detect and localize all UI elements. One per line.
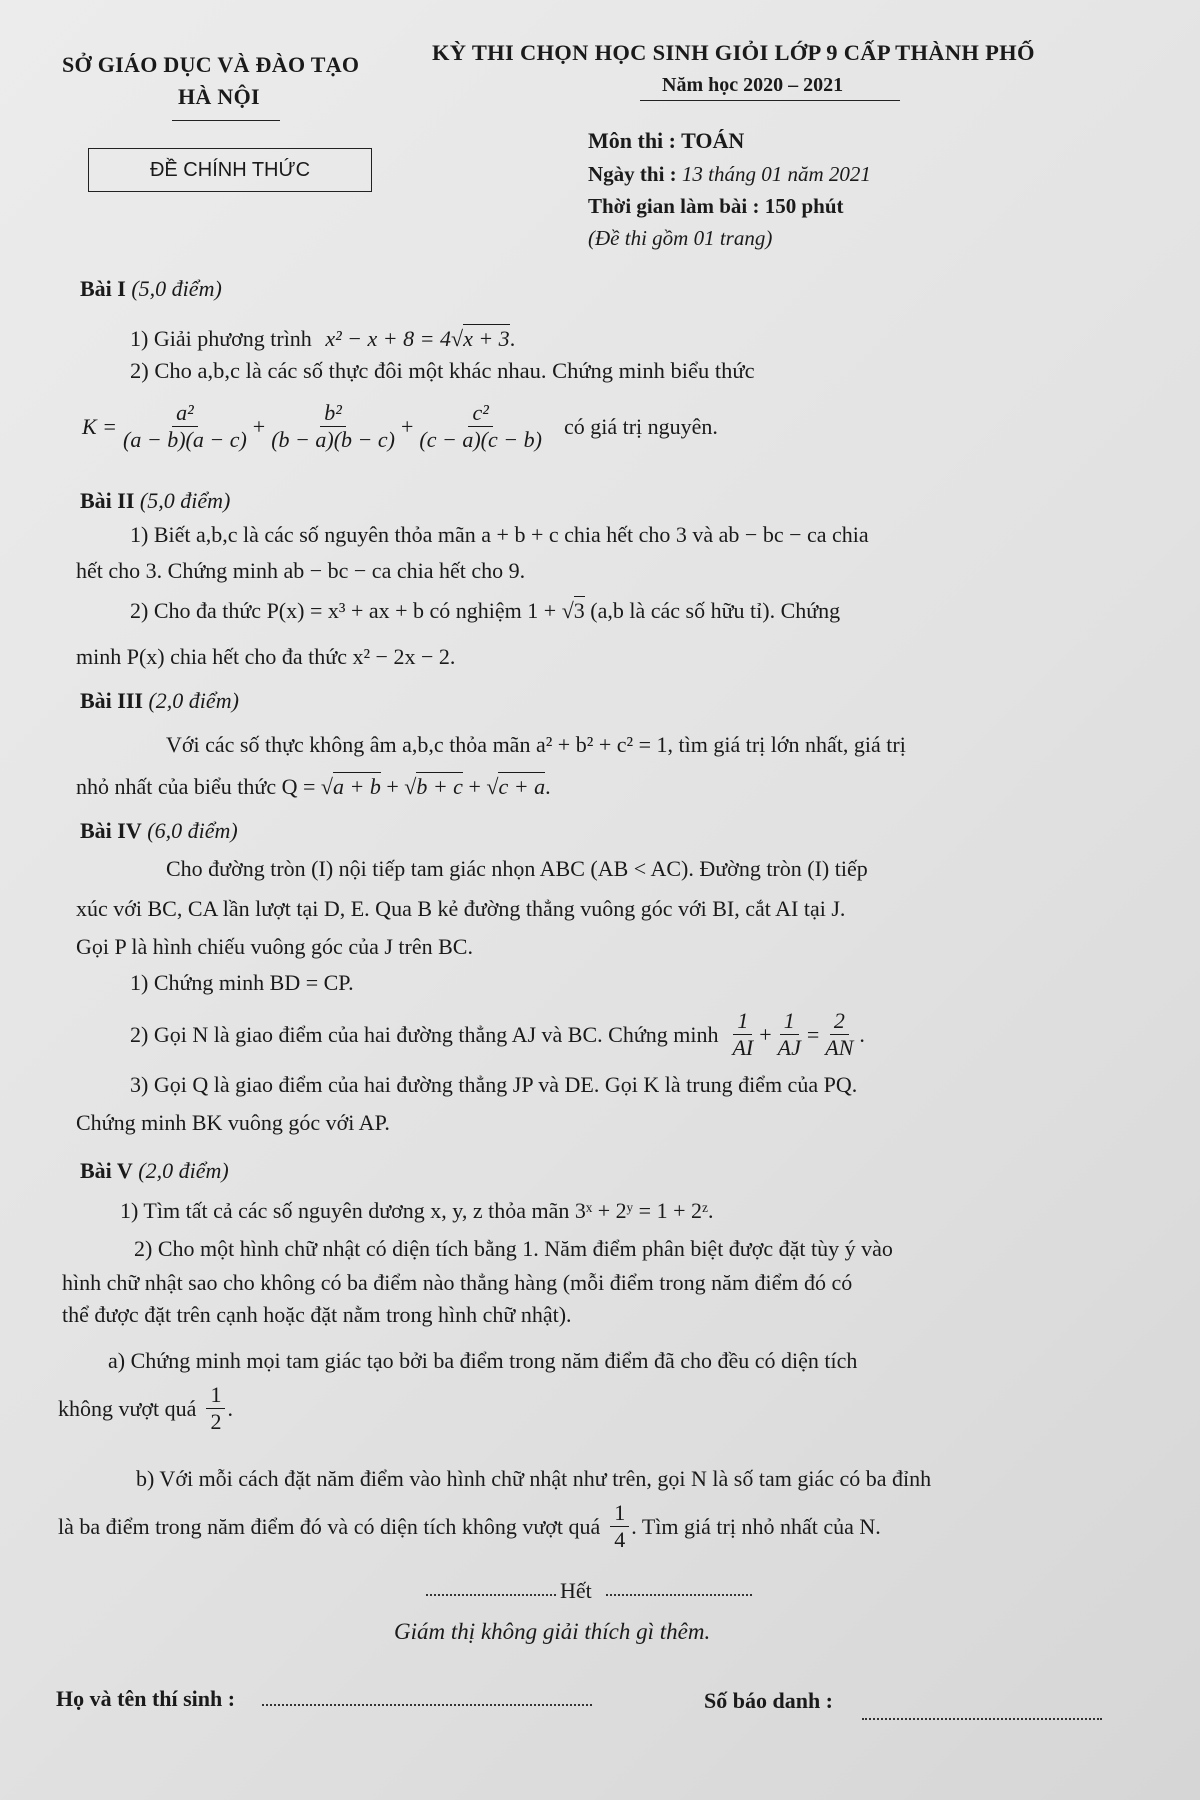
bai3-end: .	[545, 774, 551, 799]
bai3-plus-1: +	[380, 774, 405, 799]
K-fraction-2	[267, 402, 399, 451]
end-dash-right	[606, 1594, 752, 1596]
bai5-qb-text-a: là ba điểm trong năm điểm đó và có diện tích không vượt quá	[58, 1513, 601, 1539]
frac-AN-den: AN	[825, 1035, 854, 1060]
frac-AI-num: 1	[733, 1010, 752, 1035]
bai4-line2: xúc với BC, CA lần lượt tại D, E. Qua B kẻ đường thẳng vuông góc với BI, cắt AI tại J.	[76, 896, 846, 921]
candidate-name-label: Họ và tên thí sinh :	[56, 1686, 236, 1711]
K-fraction-1	[119, 402, 251, 451]
bai2-title: Bài II	[80, 488, 135, 513]
bai2-q2-text-a: 2) Cho đa thức P(x) = x³ + ax + b có nghiệm 1 +	[130, 598, 562, 623]
K-tail: có giá trị nguyên.	[563, 413, 718, 439]
bai3-points: (2,0 điểm)	[148, 688, 239, 713]
K-label: K =	[82, 413, 118, 439]
bai5-qb-line1: b) Với mỗi cách đặt năm điểm vào hình chữ nhật như trên, gọi N là số tam giác có ba đỉnh	[136, 1466, 932, 1491]
bai2-q1-line2: hết cho 3. Chứng minh ab − bc − ca chia hết cho 9.	[76, 558, 526, 583]
city-name: HÀ NỘI	[178, 84, 260, 109]
bai3-title: Bài III	[80, 688, 143, 713]
bai2-heading	[80, 490, 230, 512]
bai4-q2: 2) Gọi N là giao điểm của hai đường thẳng AJ và BC. Chứng minh $\frac{1}{AI}$ + $\frac{1}{AJ}$ = $\frac{2}{AN}$ .	[130, 1008, 865, 1060]
bai3-heading	[80, 690, 239, 712]
bai1-points: (5,0 điểm)	[131, 276, 222, 301]
bai5-qa-line1: a) Chứng minh mọi tam giác tạo bởi ba điểm trong năm điểm đã cho đều có diện tích	[108, 1348, 858, 1373]
bai4-frac-AJ	[774, 1010, 805, 1059]
frac2-den: (b − a)(b − c)	[271, 427, 395, 452]
bai3-sqrt-1: a + b	[332, 774, 381, 799]
bai4-frac-AN	[821, 1010, 857, 1059]
bai4-q1: 1) Chứng minh BD = CP.	[130, 970, 354, 995]
bai2-q2-line1: 2) Cho đa thức P(x) = x³ + ax + b có nghiệm 1 + √3 (a,b là các số hữu tỉ). Chứng	[130, 598, 841, 623]
bai3-line2: nhỏ nhất của biểu thức Q = √a + b + √b + c + √c + a.	[76, 774, 551, 799]
bai1-q1-equation: x² − x + 8 = 4	[325, 326, 451, 351]
frac-AN-num: 2	[830, 1010, 849, 1035]
bai2-points: (5,0 điểm)	[139, 488, 231, 513]
frac1-num: a²	[172, 402, 198, 427]
frac-AJ-num: 1	[780, 1010, 799, 1035]
bai4-line1: Cho đường tròn (I) nội tiếp tam giác nhọn ABC (AB < AC). Đường tròn (I) tiếp	[166, 856, 868, 881]
K-fraction-3	[415, 402, 546, 451]
subject: Môn thi : TOÁN	[588, 128, 745, 153]
bai4-q2-text: 2) Gọi N là giao điểm của hai đường thẳng AJ và BC. Chứng minh	[130, 1021, 719, 1047]
bai1-expression-K: K = $\frac{\text{a²}}{(a - b)(a - c)}$ + $\frac{\text{b²}}{(b - a)(b - c)}$ + $\frac{\text{c²}}{(c - a)(c - b)}$ có giá trị nguyên.	[82, 400, 718, 452]
official-exam-label: ĐỀ CHÍNH THỨC	[149, 158, 311, 181]
bai1-q1-sqrt: x + 3	[463, 326, 510, 351]
bai3-sqrt-3: c + a	[498, 774, 546, 799]
bai5-qa-line2: không vượt quá $\frac{1}{2}$ .	[58, 1382, 233, 1434]
bai4-frac-AI	[728, 1010, 757, 1059]
bai1-q2: 2) Cho a,b,c là các số thực đôi một khác nhau. Chứng minh biểu thức	[130, 358, 755, 383]
frac3-num: c²	[468, 402, 492, 427]
frac3-den: (c − a)(c − b)	[419, 427, 542, 452]
bai4-q3-line2: Chứng minh BK vuông góc với AP.	[76, 1110, 390, 1135]
bai1-heading	[80, 278, 222, 300]
bai2-q2-text-b: (a,b là các số hữu tỉ). Chứng	[584, 598, 841, 623]
bai5-q2-line2: hình chữ nhật sao cho không có ba điểm nào thẳng hàng (mỗi điểm trong năm điểm đó có	[62, 1270, 853, 1295]
bai1-q1: 1) Giải phương trình x² − x + 8 = 4√x + 3.	[130, 326, 516, 351]
bai5-q1: 1) Tìm tất cả các số nguyên dương x, y, z thỏa mãn 3ˣ + 2ʸ = 1 + 2ᶻ.	[120, 1198, 714, 1223]
quarter-den: 4	[614, 1527, 626, 1552]
frac-AI-den: AI	[732, 1035, 754, 1060]
bai4-line3: Gọi P là hình chiếu vuông góc của J trên BC.	[76, 934, 473, 959]
exam-duration: Thời gian làm bài : 150 phút	[588, 194, 844, 218]
end-mark: Hết	[560, 1578, 592, 1603]
frac-one-quarter	[610, 1502, 629, 1551]
bai2-q2-sqrt: 3	[573, 598, 585, 623]
city-underline	[172, 120, 280, 121]
school-year-underline	[640, 100, 900, 101]
proctor-note: Giám thị không giải thích gì thêm.	[394, 1619, 711, 1644]
bai5-qb-text-b: . Tìm giá trị nhỏ nhất của N.	[631, 1513, 881, 1539]
bai5-qa-text: không vượt quá	[58, 1395, 197, 1421]
half-num: 1	[206, 1384, 225, 1409]
end-dash-left	[426, 1594, 556, 1596]
frac-one-half	[206, 1384, 225, 1433]
frac2-num: b²	[320, 402, 346, 427]
bai4-q3-line1: 3) Gọi Q là giao điểm của hai đường thẳng JP và DE. Gọi K là trung điểm của PQ.	[130, 1072, 858, 1097]
bai1-title: Bài I	[80, 276, 126, 301]
exam-date	[588, 162, 871, 187]
half-den: 2	[210, 1409, 222, 1434]
candidate-id-field	[862, 1718, 1102, 1720]
bai5-q2-line1: 2) Cho một hình chữ nhật có diện tích bằng 1. Năm điểm phân biệt được đặt tùy ý vào	[134, 1236, 893, 1261]
bai2-q2-line2: minh P(x) chia hết cho đa thức x² − 2x − 2.	[76, 644, 456, 669]
exam-title: KỲ THI CHỌN HỌC SINH GIỎI LỚP 9 CẤP THÀNH PHỐ	[432, 40, 1035, 65]
exam-date-label: Ngày thi :	[588, 162, 677, 186]
frac1-den: (a − b)(a − c)	[123, 427, 247, 452]
bai2-q1-line1: 1) Biết a,b,c là các số nguyên thỏa mãn a + b + c chia hết cho 3 và ab − bc − ca chia	[130, 522, 869, 547]
bai3-text: nhỏ nhất của biểu thức Q =	[76, 774, 321, 799]
candidate-name-field	[262, 1704, 592, 1706]
bai4-heading	[80, 820, 238, 842]
quarter-num: 1	[610, 1502, 629, 1527]
frac-AJ-den: AJ	[777, 1035, 801, 1060]
department-name: SỞ GIÁO DỤC VÀ ĐÀO TẠO	[62, 52, 360, 77]
bai5-points: (2,0 điểm)	[138, 1158, 229, 1183]
pages-note: (Đề thi gồm 01 trang)	[588, 226, 773, 250]
candidate-id-label: Số báo danh :	[704, 1688, 834, 1713]
official-exam-box	[88, 148, 372, 192]
bai3-sqrt-2: b + c	[416, 774, 463, 799]
exam-date-value: 13 tháng 01 năm 2021	[681, 162, 871, 186]
bai4-points: (6,0 điểm)	[147, 818, 238, 843]
bai1-q1-text: 1) Giải phương trình	[130, 326, 312, 351]
bai3-plus-2: +	[462, 774, 487, 799]
bai3-line1: Với các số thực không âm a,b,c thỏa mãn a² + b² + c² = 1, tìm giá trị lớn nhất, giá trị	[166, 732, 906, 757]
bai5-qb-line2	[58, 1502, 881, 1551]
bai4-title: Bài IV	[80, 818, 142, 843]
school-year: Năm học 2020 – 2021	[662, 74, 844, 96]
bai5-title: Bài V	[80, 1158, 133, 1183]
bai5-q2-line3: thể được đặt trên cạnh hoặc đặt nằm trong hình chữ nhật).	[62, 1302, 572, 1327]
bai5-heading	[80, 1160, 229, 1182]
